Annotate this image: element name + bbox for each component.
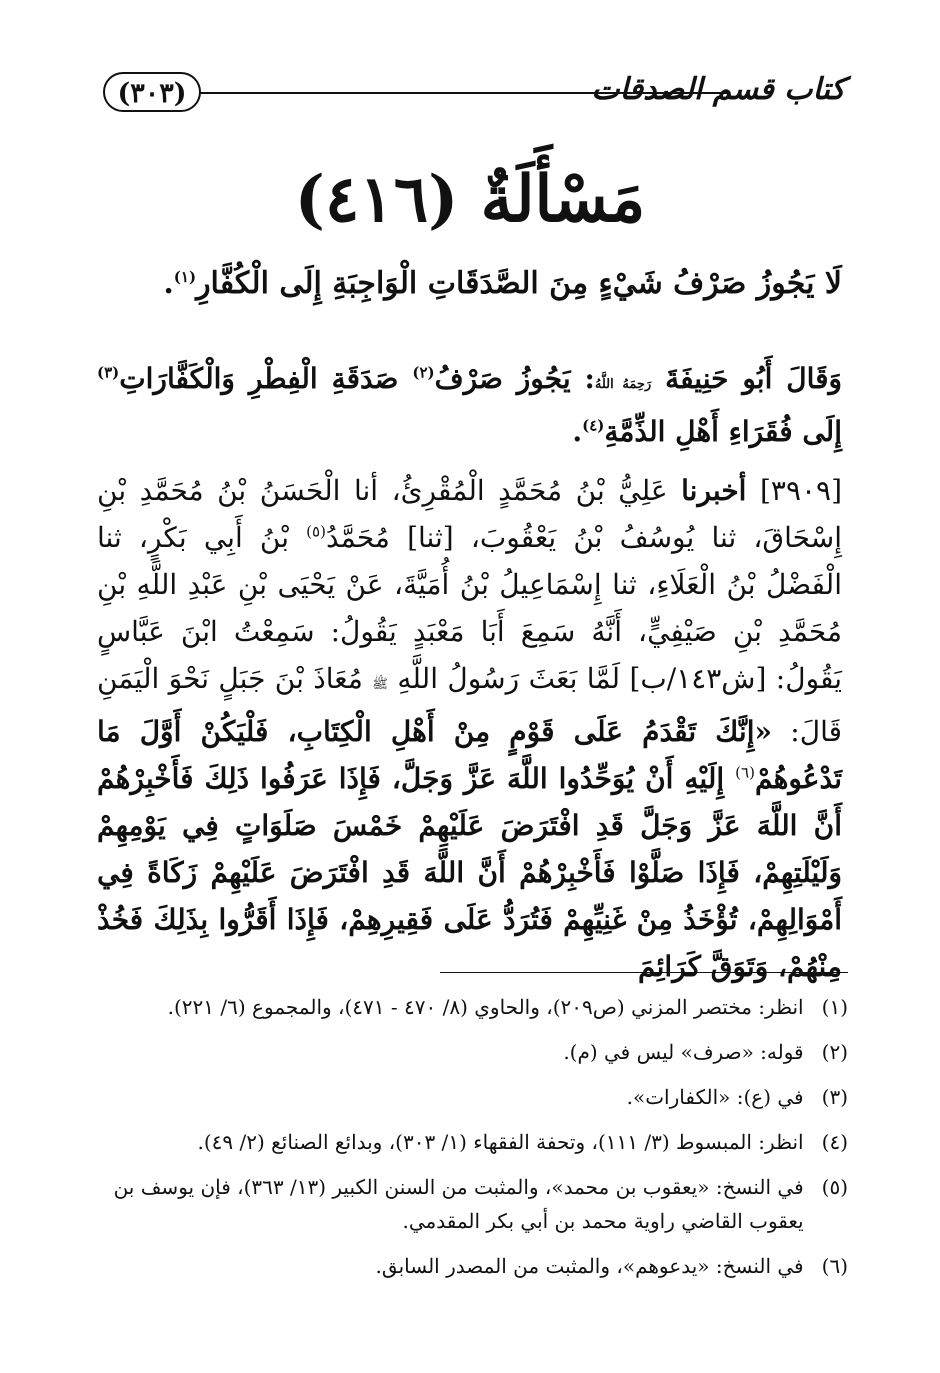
footnotes-list bbox=[103, 990, 848, 1294]
header-rule bbox=[200, 92, 730, 94]
akhbarana-word: أخبرنا bbox=[681, 474, 747, 507]
hanafi-text-b: : يَجُوزُ صَرْفُ bbox=[434, 362, 595, 395]
footnote-number: (٣) bbox=[821, 1085, 848, 1109]
hanafi-text-c: صَدَقَةِ الْفِطْرِ وَالْكَفَّارَاتِ bbox=[119, 362, 413, 395]
hanafi-opinion-paragraph bbox=[97, 355, 842, 455]
footnote-item bbox=[103, 1125, 848, 1159]
footnote-item bbox=[103, 1170, 848, 1238]
footnote-text: قوله: «صرف» ليس في (م). bbox=[563, 1040, 804, 1064]
hanafi-text-e: . bbox=[572, 415, 583, 448]
page-number: (٣٠٣) bbox=[103, 72, 201, 112]
footnote-item bbox=[103, 990, 848, 1024]
hadith-paragraph bbox=[97, 467, 842, 990]
footnote-number: (٥) bbox=[821, 1175, 848, 1199]
hadith-matn-2: إِلَيْهِ أَنْ يُوَحِّدُوا اللَّهَ عَزَّ وَجَلَّ، فَإِذَا عَرَفُوا ذَلِكَ فَأَخْبِرْهُمْ أَنَّ اللَّهَ عَزَّ وَجَلَّ قَدِ افْتَرَضَ عَلَيْهِمْ خَمْسَ صَلَوَاتٍ فِي يَوْمِهِمْ وَلَيْلَتِهِمْ، فَإِذَا صَلَّوْا فَأَخْبِرْهُمْ أَنَّ اللَّهَ قَدِ افْتَرَضَ عَلَيْهِمْ زَكَاةً فِي أَمْوَالِهِمْ، تُؤْخَذُ مِنْ غَنِيِّهِمْ فَتُرَدُّ عَلَى فَقِيرِهِمْ، فَإِذَا أَقَرُّوا بِذَلِكَ فَخُذْ مِنْهُمْ، وَتَوَقَّ كَرَائِمَ bbox=[97, 762, 842, 983]
hanafi-text-d: إِلَى فُقَرَاءِ أَهْلِ الذِّمَّةِ bbox=[604, 415, 842, 448]
footnote-text: انظر: مختصر المزني (ص٢٠٩)، والحاوي (٨/ ٤٧٠ - ٤٧١)، والمجموع (٦/ ٢٢١). bbox=[167, 995, 804, 1019]
ruling-text: لَا يَجُوزُ صَرْفُ شَيْءٍ مِنَ الصَّدَقَاتِ الْوَاجِبَةِ إِلَى الْكُفَّارِ bbox=[196, 266, 842, 301]
footnote-text: في النسخ: «يدعوهم»، والمثبت من المصدر السابق. bbox=[375, 1254, 804, 1278]
footnote-ref-2[interactable]: (٢) bbox=[412, 363, 435, 382]
hadith-matn-1: «إِنَّكَ تَقْدَمُ عَلَى قَوْمٍ مِنْ أَهْلِ الْكِتَابِ، فَلْيَكُنْ أَوَّلَ مَا تَدْعُوهُمْ bbox=[97, 715, 842, 795]
rahimahullah-honorific: رَحِمَهُ اللَّهُ bbox=[594, 377, 652, 392]
footnote-text: في (ع): «الكفارات». bbox=[626, 1085, 804, 1109]
footnote-item bbox=[103, 1035, 848, 1069]
footnote-ref-6[interactable]: (٦) bbox=[735, 763, 755, 782]
footnote-item bbox=[103, 1080, 848, 1114]
hanafi-text-a: وَقَالَ أَبُو حَنِيفَةَ bbox=[665, 362, 843, 395]
ruling-statement bbox=[82, 262, 842, 306]
footnote-ref-4[interactable]: (٤) bbox=[582, 416, 605, 435]
ruling-end: . bbox=[163, 266, 174, 301]
footnote-number: (١) bbox=[821, 995, 848, 1019]
running-head: كتاب قسم الصدقات bbox=[591, 72, 845, 107]
footnote-ref-3[interactable]: (٣) bbox=[97, 363, 120, 382]
footnote-ref-5[interactable]: (٥) bbox=[306, 522, 326, 541]
isnad-part-3: مُعَاذَ بْنَ جَبَلٍ نَحْوَ الْيَمَنِ قَالَ: bbox=[97, 662, 843, 748]
footnote-text: انظر: المبسوط (٣/ ١١١)، وتحفة الفقهاء (١/ ٣٠٣)، وبدائع الصنائع (٢/ ٤٩). bbox=[197, 1130, 804, 1154]
footnote-text: في النسخ: «يعقوب بن محمد»، والمثبت من السنن الكبير (١٣/ ٣٦٣)، فإن يوسف بن يعقوب القاضي راوية محمد بن أبي بكر المقدمي. bbox=[113, 1175, 804, 1233]
issue-title: مَسْأَلَةٌ (٤١٦) bbox=[294, 162, 646, 237]
footnote-item bbox=[103, 1249, 848, 1283]
footnote-number: (٦) bbox=[821, 1254, 848, 1278]
footnote-separator bbox=[440, 972, 848, 973]
isnad-part-2: بْنُ أَبِي بَكْرٍ، ثنا الْفَضْلُ بْنُ الْعَلَاءِ، ثنا إِسْمَاعِيلُ بْنُ أُمَيَّةَ، عَنْ يَحْيَى بْنِ عَبْدِ اللَّهِ بْنِ مُحَمَّدِ بْنِ صَيْفِيٍّ، أَنَّهُ سَمِعَ أَبَا مَعْبَدٍ يَقُولُ: سَمِعْتُ ابْنَ عَبَّاسٍ يَقُولُ: [ش١٤٣/ب] لَمَّا بَعَثَ رَسُولُ اللَّهِ bbox=[97, 521, 843, 695]
salawat-icon: ﷺ bbox=[372, 677, 388, 692]
footnote-number: (٤) bbox=[821, 1130, 848, 1154]
footnote-ref-1[interactable]: (١) bbox=[173, 268, 197, 286]
hadith-number: [٣٩٠٩] bbox=[759, 474, 842, 507]
isnad-part-1: عَلِيُّ بْنُ مُحَمَّدٍ الْمُقْرِئُ، أنا الْحَسَنُ بْنُ مُحَمَّدِ بْنِ إِسْحَاقَ، ثنا يُوسُفُ بْنُ يَعْقُوبَ، [ثنا] مُحَمَّدُ bbox=[97, 474, 842, 554]
footnote-number: (٢) bbox=[821, 1040, 848, 1064]
